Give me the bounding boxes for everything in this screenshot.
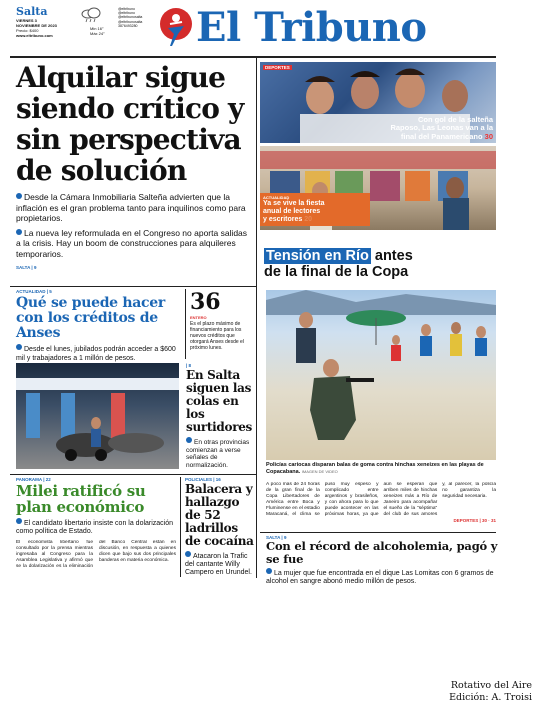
social-item: @eltribunosalta (118, 19, 143, 24)
masthead-price: Precio: $400 (16, 28, 39, 33)
rio-caption: Policías cariocas disparan balas de goma contra hinchas xeneizes en las playas de Copacabana. IMAGEN DE VIDEO (266, 462, 484, 475)
stat-box (190, 291, 254, 351)
bullet-icon (16, 518, 22, 524)
rio-section-tag: DEPORTES | 30 · 31 (453, 518, 496, 523)
main-bullet-text: Desde la Cámara Inmobiliaria Salteña advierten que la inflación es el gran problema tanto para inquilinos como para propietarios. (16, 192, 246, 223)
weather-min: Min 16° (90, 26, 104, 31)
police-section-tag: POLICIALES | 16 (185, 477, 221, 482)
bullet-icon (16, 229, 22, 235)
main-section-tag: SALTA | 9 (16, 265, 37, 270)
milei-headline[interactable]: Milei ratificó su plan económico (16, 482, 146, 516)
alcohol-bullet: La mujer que fue encontrada en el dique Las Lomitas con 6 gramos de alcohol en sangre abonó medio millón de pesos. (266, 570, 494, 585)
rio-headline-highlight: Tensión en Río (266, 248, 369, 264)
stat-label: ENTERO (190, 315, 207, 320)
masthead-date-2: NOVIEMBRE DE 2023 (16, 23, 57, 28)
police-story (185, 477, 255, 577)
cloud-rain-icon (80, 7, 102, 23)
anses-bullet: Desde el lunes, jubilados podrán acceder a $600 mil y trabajadores a 1 millón de pesos. (16, 346, 176, 362)
culture-caption: ACTUALIDAD Ya se vive la fiesta anual de lectores y escritores 20 (260, 193, 370, 226)
culture-photo[interactable] (260, 146, 496, 230)
bullet-icon (185, 551, 191, 557)
sports-photo[interactable] (260, 62, 496, 143)
social-item: @eltribuno (118, 11, 135, 16)
rio-headline-line2: de la final de la Copa (264, 264, 409, 280)
main-headline[interactable]: Alquilar sigue siendo crítico y sin perspectiva de solución (16, 61, 244, 187)
anses-headline[interactable]: Qué se puede hacer con los créditos de Anses (16, 295, 165, 341)
alcohol-headline[interactable]: Con el récord de alcoholemia, pagó y se fue (266, 539, 498, 566)
masthead-logo-icon (158, 6, 194, 52)
social-list (118, 7, 158, 28)
front-page (10, 4, 498, 585)
social-item: 3876493280 (118, 23, 138, 28)
main-story (16, 62, 250, 270)
sports-section-tag: DEPORTES (265, 65, 290, 70)
rio-photo[interactable] (266, 290, 496, 460)
bullet-icon (16, 193, 22, 199)
masthead-info (16, 6, 86, 38)
fuel-bullet: En otras provincias comienzan a verse señales de normalización. (186, 439, 250, 469)
footer-line1: Rotativo del Aire (450, 680, 532, 691)
main-bullet (16, 228, 250, 260)
alcohol-section-tag: SALTA | 9 (266, 535, 287, 540)
milei-story (16, 477, 176, 578)
bullet-icon (186, 437, 192, 443)
fuel-section-tag: | 8 (186, 363, 192, 368)
main-bullet-text: La nueva ley reformulada en el Congreso no aporta salidas a la crisis. Hay un boom de construcciones para alquileres temporarios. (16, 227, 248, 259)
alcohol-story (266, 535, 498, 586)
rio-headline[interactable]: Tensión en Río antes de la final de la Copa (264, 248, 496, 280)
stat-number: 36 (190, 289, 221, 315)
police-headline[interactable]: Balacera y hallazgo de 52 ladrillos de cocaína (185, 482, 254, 548)
weather-widget (80, 7, 106, 25)
fuel-photo[interactable] (16, 363, 179, 469)
main-bullet (16, 192, 250, 224)
stat-text: Es el plazo máximo de financiamiento para los nuevos créditos que otorgará Anses desde el próximo lunes. (190, 321, 244, 351)
footer-credit (449, 680, 532, 704)
anses-story (16, 289, 180, 363)
culture-section-tag: ACTUALIDAD (263, 195, 290, 200)
bullet-icon (266, 568, 272, 574)
masthead-web: www.eltribuno.com (16, 33, 53, 38)
weather-temps (90, 26, 120, 36)
milei-section-tag: PANORAMA | 22 (16, 477, 51, 482)
fuel-headline[interactable]: En Salta siguen las colas en los surtidores (186, 368, 253, 434)
fuel-story (186, 363, 254, 469)
police-bullet: Atacaron la Trafic del cantante Willy Campero en Urundel. (185, 553, 252, 576)
milei-body: El economista libertario fue consultado por la prensa mientras ingresaba al Congreso para la Asamblea Legislativa y afirmó que se la dolarización es la eliminación del Banco Central están en discusión, en respuesta a quienes dicen que bajo sus dos principales banderas en materia económica. (16, 540, 176, 569)
social-item: @eltribuno (118, 7, 135, 11)
bullet-icon (16, 344, 22, 350)
social-item: @eltribunosalta (118, 15, 143, 20)
rio-credit: IMAGEN DE VIDEO (301, 468, 338, 474)
weather-max: Máx 24° (90, 31, 105, 36)
masthead-date: VIERNES 3 (16, 18, 37, 23)
anses-section-tag: ACTUALIDAD | 5 (16, 289, 52, 294)
footer-line2: Edición: A. Troisi (449, 692, 532, 703)
sports-caption: Con gol de la salteña Raposo, Las Leonas van a la final del Panamericano 30 (390, 114, 493, 141)
rio-body: A poco más de 24 horas de la gran final de la Copa Libertadores de América entre Boca y Fluminense en el estadio Maracaná, el clima se puso muy espeso y complicado entre argentinos y brasileños, y con ahora para lo que puede acontecer en las próximas horas, ya que aún se esperan que arriben miles de hinchas xeneizes más a Río de Janeiro para acompañar el sueño de la "séptima" del club de sus amores y, al parecer, la policía no garantiza la seguridad necesaria. DEPORTES | 30 · 31 (266, 482, 496, 523)
masthead-city: Salta (16, 5, 48, 18)
masthead-title: El Tribuno (196, 4, 427, 51)
milei-bullet: El candidato libertario insiste con la dolarización como política de Estado. (16, 520, 174, 535)
